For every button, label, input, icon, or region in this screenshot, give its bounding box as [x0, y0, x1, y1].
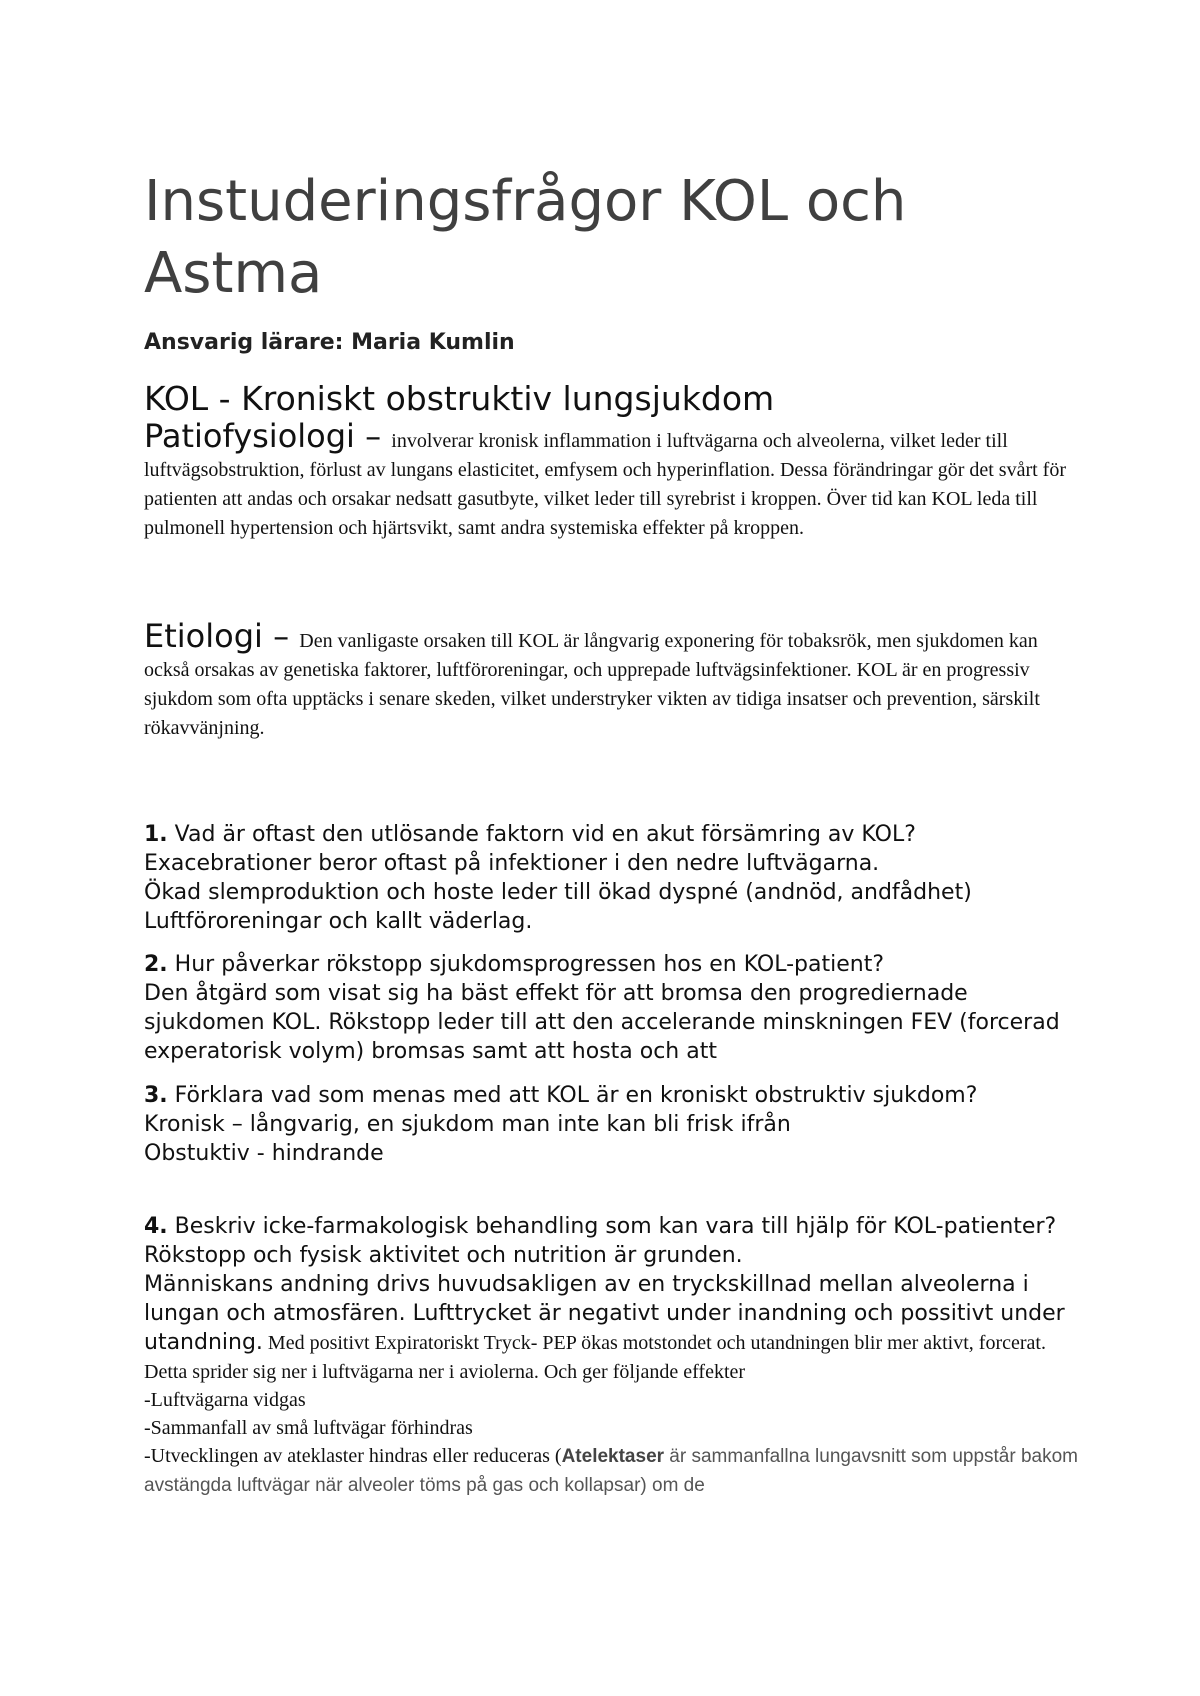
answer-line: Människans andning drivs huvudsakligen av en tryckskillnad mellan alveolerna i lungan och atmosfären. Lufttrycket är negativt under inandning och possitivt under utandning.: [144, 1272, 1065, 1355]
etiologi-paragraph: [144, 617, 1084, 743]
patofysiologi-paragraph: [144, 417, 1084, 543]
question-text: Vad är oftast den utlösande faktorn vid en akut försämring av KOL?: [174, 822, 916, 847]
question-1: [144, 820, 1084, 936]
question-number: 2.: [144, 952, 168, 977]
patofysiologi-text: involverar kronisk inflammation i luftvägarna och alveolerna, vilket leder till luftvägsobstruktion, förlust av lungans elasticitet, emfysem och hyperinflation. Dessa förändringar gör det svårt för patienten att andas och orsakar nedsatt gasutbyte, vilket leder till syrebrist i kroppen. Över tid kan KOL leda till pulmonell hypertension och hjärtsvikt, samt andra systemiska effekter på kroppen.: [144, 430, 1066, 539]
question-number: 3.: [144, 1083, 168, 1108]
atelektaser-term: Atelektaser: [561, 1446, 665, 1467]
question-text: Beskriv icke-farmakologisk behandling som kan vara till hjälp för KOL-patienter?: [174, 1214, 1057, 1239]
answer-line: Kronisk – långvarig, en sjukdom man inte kan bli frisk ifrån: [144, 1112, 791, 1137]
question-2: [144, 950, 1084, 1066]
question-text: Hur påverkar rökstopp sjukdomsprogressen hos en KOL-patient?: [174, 952, 885, 977]
atelektaser-definition: är sammanfallna lungavsnitt som uppstår bakom avstängda luftvägar när alveoler töms på gas och kollapsar) om de: [144, 1446, 1079, 1496]
question-3: [144, 1081, 1084, 1168]
answer-line: Ökad slemproduktion och hoste leder till ökad dyspné (andnöd, andfådhet): [144, 880, 972, 905]
question-number: 1.: [144, 822, 168, 847]
effect-item-last: [144, 1442, 1084, 1500]
etiologi-lead: Etiologi –: [144, 617, 300, 655]
question-number: 4.: [144, 1214, 168, 1239]
effect-item: -Sammanfall av små luftvägar förhindras: [144, 1417, 473, 1439]
section-heading: KOL - Kroniskt obstruktiv lungsjukdom: [144, 379, 775, 418]
answer-line: Rökstopp och fysisk aktivitet och nutrition är grunden.: [144, 1243, 743, 1268]
answer-text: Den åtgärd som visat sig ha bäst effekt för att bromsa den progrediernade sjukdomen KOL. Rökstopp leder till att den accelerande minskningen FEV (forcerad experatorisk volym) bromsas samt att hosta och att: [144, 981, 1060, 1064]
answer-line: Obstuktiv - hindrande: [144, 1141, 384, 1166]
answer-line: Luftföroreningar och kallt väderlag.: [144, 909, 533, 934]
question-text: Förklara vad som menas med att KOL är en kroniskt obstruktiv sjukdom?: [174, 1083, 978, 1108]
pep-explanation: Med positivt Expiratoriskt Tryck- PEP ökas motstondet och utandningen blir mer aktivt, forcerat. Detta sprider sig ner i luftvägarna ner i aviolerna. Och ger följande effekter: [144, 1332, 1046, 1383]
answer-line: Exacebrationer beror oftast på infektioner i den nedre luftvägarna.: [144, 851, 880, 876]
effect-start: -Utvecklingen av ateklaster hindras eller reduceras (: [144, 1445, 562, 1467]
document-title: Instuderingsfrågor KOL och Astma: [144, 169, 907, 306]
question-4: [144, 1212, 1084, 1500]
effect-item: -Luftvägarna vidgas: [144, 1389, 306, 1411]
etiologi-text: Den vanligaste orsaken till KOL är långvarig exponering för tobaksrök, men sjukdomen kan också orsakas av genetiska faktorer, luftföroreningar, och upprepade luftvägsinfektioner. KOL är en progressiv sjukdom som ofta upptäcks i senare skeden, vilket understryker vikten av tidiga insatser och prevention, särskilt rökavvänjning.: [144, 630, 1040, 739]
responsible-teacher: Ansvarig lärare: Maria Kumlin: [144, 330, 515, 355]
patofysiologi-lead: Patiofysiologi –: [144, 417, 392, 455]
